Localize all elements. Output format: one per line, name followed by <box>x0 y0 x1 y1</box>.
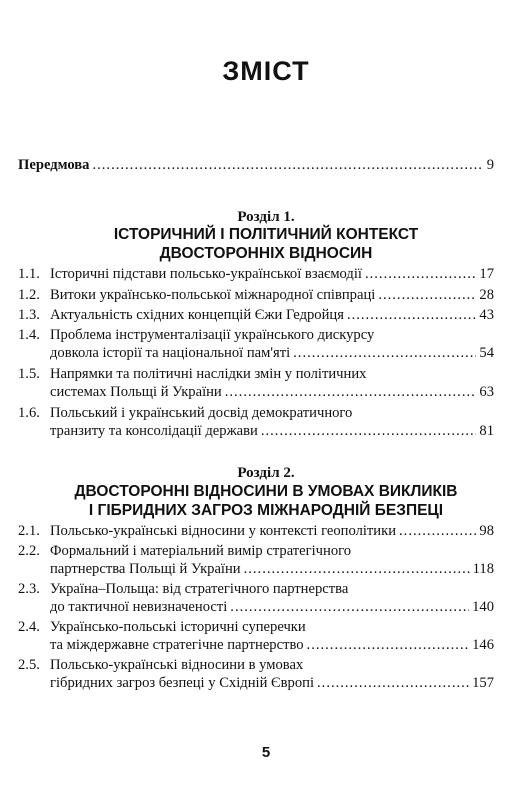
entry-page-number: 63 <box>479 384 494 400</box>
entry-page-number: 43 <box>479 307 494 323</box>
entry-page-number: 81 <box>479 423 494 439</box>
entry-text: до тактичної невизначеності <box>50 599 228 615</box>
dot-leader <box>293 344 476 362</box>
entry-text: Напрямки та політичні наслідки змін у політичних <box>50 366 367 382</box>
entry-number: 2.3. <box>18 581 40 597</box>
entry-number: 1.4. <box>18 327 40 343</box>
entry-text: Передмова <box>18 157 90 173</box>
dot-leader <box>244 560 470 578</box>
entry-text: Формальний і матеріальний вимір стратегічного <box>50 543 352 559</box>
entry-text: Польсько-українські відносини в умовах <box>50 657 304 673</box>
entry-text: Витоки українсько-польської міжнародної співпраці <box>50 287 376 303</box>
section-title: ДВОСТОРОННІ ВІДНОСИНИ В УМОВАХ ВИКЛИКІВ І ГІБРИДНИХ ЗАГРОЗ МІЖНАРОДНІЙ БЕЗПЕЦІ <box>74 483 458 519</box>
entry-number: 1.2. <box>18 287 40 303</box>
entry-page-number: 9 <box>486 157 494 173</box>
entry-text: довкола історії та національної пам'яті <box>50 345 291 361</box>
dot-leader <box>230 598 469 616</box>
toc-entry[interactable] <box>18 580 494 616</box>
entry-text: системах Польщі й України <box>50 384 222 400</box>
entry-number: 1.6. <box>18 405 40 421</box>
entry-page-number: 157 <box>472 675 494 691</box>
dot-leader <box>92 156 483 174</box>
section-title: ІСТОРИЧНИЙ І ПОЛІТИЧНИЙ КОНТЕКСТ ДВОСТОРОННІХ ВІДНОСИН <box>113 226 419 262</box>
entry-number: 1.5. <box>18 366 40 382</box>
entry-number: 2.5. <box>18 657 40 673</box>
entry-text: гібридних загроз безпеці у Східній Європі <box>50 675 315 691</box>
page-number: 5 <box>261 744 271 761</box>
toc-entry[interactable] <box>18 404 494 440</box>
toc-entry[interactable] <box>18 542 494 578</box>
dot-leader <box>347 306 476 324</box>
entry-text: Проблема інструменталізації українського дискурсу <box>50 327 375 343</box>
dot-leader <box>378 286 476 304</box>
entry-page-number: 17 <box>479 266 494 282</box>
entry-text: партнерства Польщі й України <box>50 561 241 577</box>
entry-number: 2.4. <box>18 619 40 635</box>
toc-entry[interactable] <box>18 656 494 692</box>
entry-number: 1.3. <box>18 307 40 323</box>
entry-number: 1.1. <box>18 266 40 282</box>
dot-leader <box>307 636 470 654</box>
toc-entry[interactable] <box>18 522 494 540</box>
entry-text: Українсько-польські історичні суперечки <box>50 619 306 635</box>
entry-number: 2.1. <box>18 523 40 539</box>
section-label: Розділ 2. <box>237 465 295 481</box>
entry-text: Польсько-українські відносини у контексті геополітики <box>50 523 397 539</box>
entry-text: Польський і український досвід демократичного <box>50 405 353 421</box>
dot-leader <box>365 265 476 283</box>
entry-page-number: 54 <box>479 345 494 361</box>
entry-page-number: 146 <box>472 637 494 653</box>
dot-leader <box>399 522 476 540</box>
entry-page-number: 98 <box>479 523 494 539</box>
page-title: ЗМІСТ <box>222 56 310 86</box>
toc-entry-preface[interactable] <box>18 156 494 174</box>
entry-text: Історичні підстави польсько-української взаємодії <box>50 266 362 282</box>
entry-page-number: 118 <box>472 561 494 577</box>
toc-entry[interactable] <box>18 326 494 362</box>
entry-text: Україна–Польща: від стратегічного партнерства <box>50 581 349 597</box>
dot-leader <box>317 674 469 692</box>
dot-leader <box>261 422 477 440</box>
toc-entry[interactable] <box>18 365 494 401</box>
entry-page-number: 28 <box>479 287 494 303</box>
entry-page-number: 140 <box>472 599 494 615</box>
toc-entry[interactable] <box>18 306 494 324</box>
dot-leader <box>225 383 477 401</box>
entry-number: 2.2. <box>18 543 40 559</box>
entry-text: та міждержавне стратегічне партнерство <box>50 637 304 653</box>
section-label: Розділ 1. <box>237 209 295 225</box>
toc-entry[interactable] <box>18 265 494 283</box>
entry-text: Актуальність східних концепцій Єжи Гедройця <box>50 307 344 323</box>
toc-entry[interactable] <box>18 286 494 304</box>
toc-entry[interactable] <box>18 618 494 654</box>
entry-text: транзиту та консолідації держави <box>50 423 258 439</box>
